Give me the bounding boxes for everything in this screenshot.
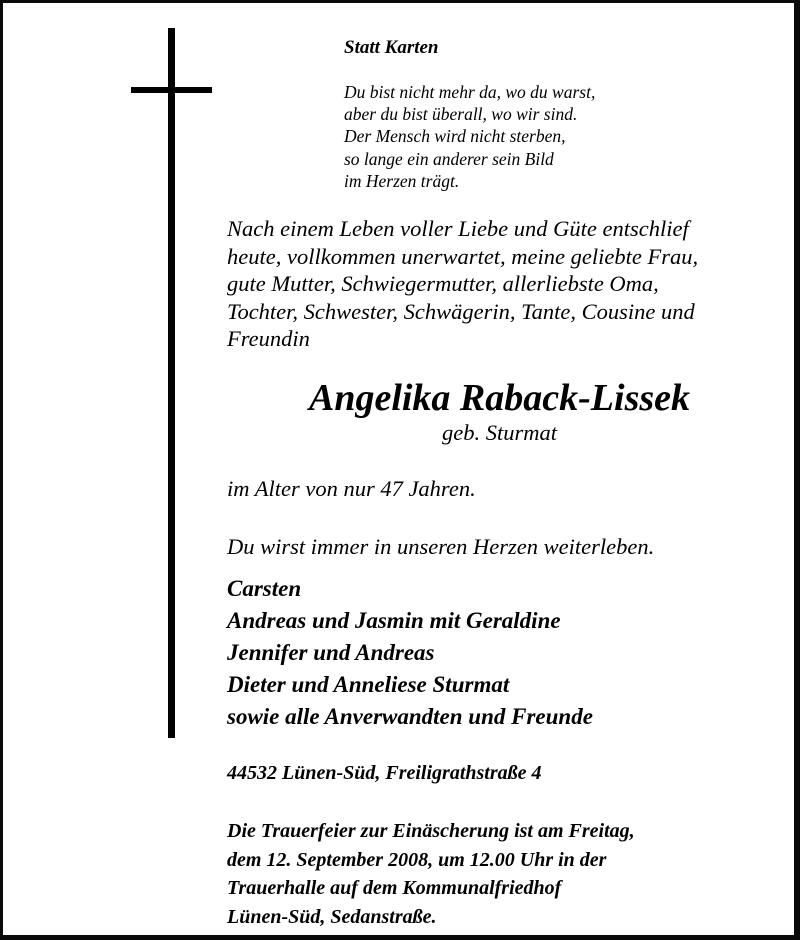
mourner-entry: Dieter und Anneliese Sturmat (227, 672, 510, 697)
intro-line: Tochter, Schwester, Schwägerin, Tante, Cousine und (227, 298, 695, 324)
intro-line: Freundin (227, 326, 310, 352)
service-line: Die Trauerfeier zur Einäscherung ist am Freitag, (227, 820, 635, 842)
poem-line: im Herzen trägt. (344, 170, 460, 191)
poem-line: Der Mensch wird nicht sterben, (344, 126, 566, 147)
poem-line: so lange ein anderer sein Bild (344, 148, 554, 169)
mourner-entry: sowie alle Anverwandten und Freunde (227, 704, 593, 729)
family-address: 44532 Lünen-Süd, Freiligrathstraße 4 (227, 762, 542, 784)
statt-karten-heading: Statt Karten (344, 37, 439, 58)
poem-line: Du bist nicht mehr da, wo du warst, (344, 82, 596, 102)
age-line: im Alter von nur 47 Jahren. (227, 476, 476, 501)
funeral-service-info (227, 817, 635, 931)
service-line: dem 12. September 2008, um 12.00 Uhr in der (227, 848, 607, 871)
intro-line: heute, vollkommen unerwartet, meine geliebte Frau, (227, 243, 699, 269)
service-line: Trauerhalle auf dem Kommunalfriedhof (227, 877, 562, 899)
mourner-entry: Carsten (227, 576, 302, 601)
intro-line: gute Mutter, Schwiegermutter, allerliebste Oma, (227, 271, 659, 297)
mourners-list (227, 573, 593, 733)
cross-vertical-bar (168, 28, 175, 738)
poem-line: aber du bist überall, wo wir sind. (344, 104, 578, 125)
deceased-name: Angelika Raback-Lissek (308, 377, 691, 419)
mourner-entry: Andreas und Jasmin mit Geraldine (227, 608, 561, 633)
cross-horizontal-bar (131, 87, 212, 93)
mourner-entry: Jennifer und Andreas (227, 640, 435, 665)
motto-line: Du wirst immer in unseren Herzen weiterleben. (227, 534, 655, 559)
service-line: Lünen-Süd, Sedanstraße. (227, 905, 437, 928)
intro-paragraph (227, 215, 698, 353)
poem (344, 81, 595, 192)
maiden-name: geb. Sturmat (442, 420, 557, 445)
intro-line: Nach einem Leben voller Liebe und Güte entschlief (227, 216, 689, 241)
